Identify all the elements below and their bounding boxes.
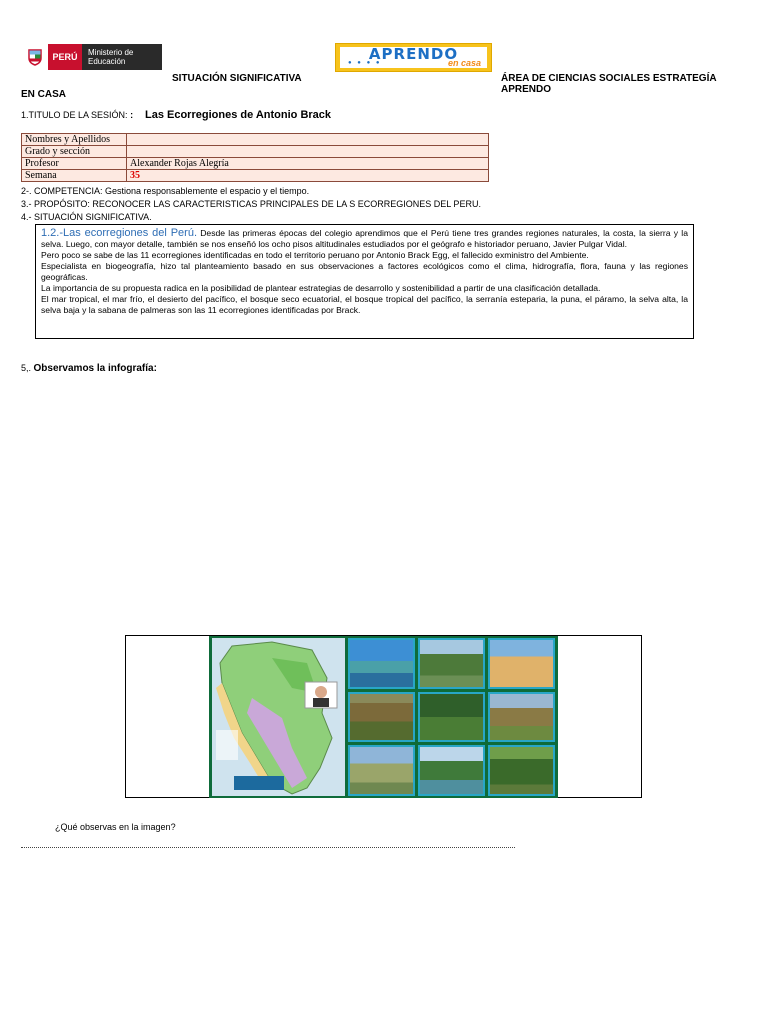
observe-heading: 5,. Observamos la infografía: xyxy=(21,363,157,374)
table-row xyxy=(22,158,489,170)
ecoregion-photo-grid xyxy=(348,638,555,796)
ecoregion-tile xyxy=(418,692,485,743)
question-text: ¿Qué observas en la imagen? xyxy=(55,822,176,832)
ecoregion-tile xyxy=(418,745,485,796)
peru-label: PERÚ xyxy=(48,44,82,70)
name-field[interactable] xyxy=(127,134,489,146)
ecoregion-tile xyxy=(488,745,555,796)
paragraph-5: El mar tropical, el mar frío, el desierto del pacífico, el bosque seco ecuatorial, el bosque tropical del pacífico, la serranía esteparia, la puna, el páramo, la selva alta, la selva baja y la sabana de palmeras son las 11 ecorregiones identificadas por Brack. xyxy=(41,294,688,315)
paragraph-2: Pero poco se sabe de las 11 ecorregiones identificadas en todo el territorio peruano por Antonio Brack Egg, el fallecido exministro del Ambiente. xyxy=(41,250,589,260)
peru-map-image xyxy=(212,638,345,796)
table-label: Semana xyxy=(22,170,127,182)
proposito-text: 3.- PROPÓSITO: RECONOCER LAS CARACTERISTICAS PRINCIPALES DE LA S ECORREGIONES DEL PERU. xyxy=(21,199,481,209)
paragraph-1: 1.2.-Las ecorregiones del Perú. Desde las primeras épocas del colegio aprendimos que el Perú tiene tres grandes regiones naturales, la costa, la sierra y la selva. Luego, con mayor detalle, también se nos enseñó los ocho pisos altitudinales estudiados por el geógrafo e historiador peruano, Javier Pulgar Vidal. xyxy=(41,227,688,249)
ecoregion-tile xyxy=(348,692,415,743)
table-label: Nombres y Apellidos xyxy=(22,134,127,146)
situacion-item: 4.- SITUACIÓN SIGNIFICATIVA. xyxy=(21,212,152,222)
teacher-value: Alexander Rojas Alegría xyxy=(127,158,489,170)
table-label: Profesor xyxy=(22,158,127,170)
table-row xyxy=(22,146,489,158)
table-row xyxy=(22,170,489,182)
ecoregions-infographic xyxy=(209,636,558,798)
area-heading: ÁREA DE CIENCIAS SOCIALES ESTRATEGÍA APRENDO xyxy=(501,73,717,95)
aprendo-text: APRENDO xyxy=(368,45,459,63)
student-info-table xyxy=(21,133,489,182)
aprendo-en-casa-logo xyxy=(335,43,492,72)
table-row xyxy=(22,134,489,146)
answer-line[interactable] xyxy=(21,847,515,850)
session-title: Las Ecorregiones de Antonio Brack xyxy=(145,109,332,121)
box-subtitle: 1.2.-Las ecorregiones del Perú. xyxy=(41,227,197,239)
paragraph-3: Especialista en biogeografía, hizo tal planteamiento basado en sus observaciones a factores ecológicos como el clima, hidrografía, flora, fauna y las regiones geográficas. xyxy=(41,261,688,282)
competencia-text: 2-. COMPETENCIA: Gestiona responsablemente el espacio y el tiempo. xyxy=(21,186,310,196)
week-value: 35 xyxy=(127,170,489,182)
ecoregion-tile xyxy=(488,638,555,689)
ecoregion-tile xyxy=(348,638,415,689)
situacion-heading: SITUACIÓN SIGNIFICATIVA xyxy=(172,73,302,84)
session-label: 1.TITULO DE LA SESIÓN: : xyxy=(21,110,134,120)
ecoregion-tile xyxy=(488,692,555,743)
minedu-logo xyxy=(22,44,162,70)
situacion-text-box xyxy=(35,224,694,339)
ecoregion-tile xyxy=(418,638,485,689)
table-label: Grado y sección xyxy=(22,146,127,158)
grade-field[interactable] xyxy=(127,146,489,158)
ecoregion-tile xyxy=(348,745,415,796)
peru-shield-icon xyxy=(22,44,48,70)
paragraph-4: La importancia de su propuesta radica en la posibilidad de plantear estrategias de desarrollo y sostenibilidad a partir de una clasificación detallada. xyxy=(41,283,601,293)
aprendo-dots: ● ● ● ● xyxy=(348,60,382,66)
ministerio-label: Ministerio de Educación xyxy=(82,44,162,70)
en-casa-heading: EN CASA xyxy=(21,89,67,100)
en-casa-text: en casa xyxy=(447,58,481,68)
